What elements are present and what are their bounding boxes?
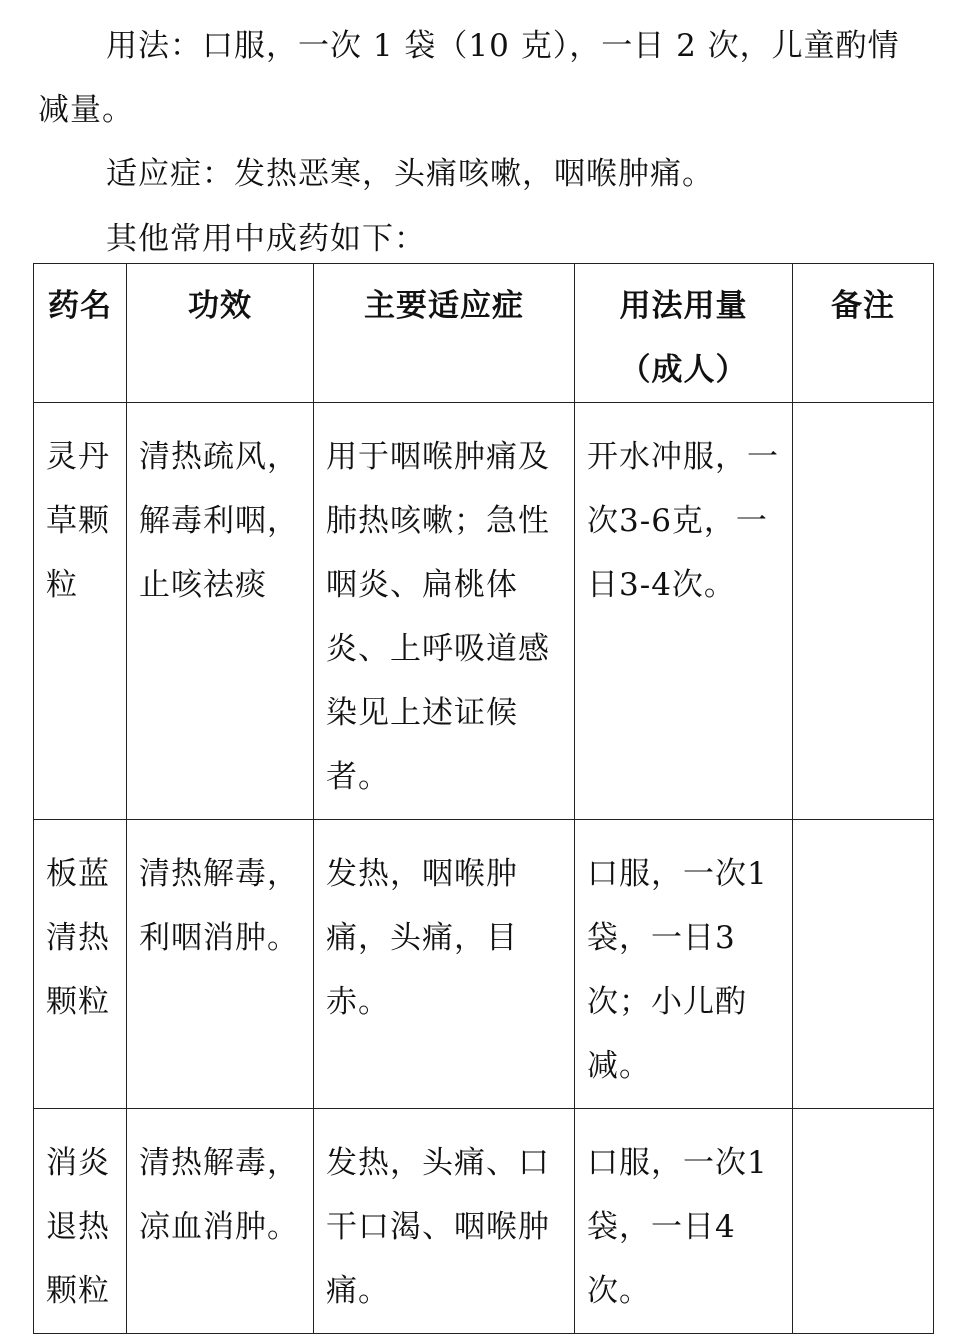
cell-name: 灵丹草颗粒 [34, 403, 127, 820]
cell-indication: 用于咽喉肿痛及肺热咳嗽；急性咽炎、扁桃体炎、上呼吸道感染见上述证候者。 [314, 403, 575, 820]
cell-indication: 发热，头痛、口干口渴、咽喉肿痛。 [314, 1109, 575, 1334]
intro-paragraph: 其他常用中成药如下： [106, 221, 426, 257]
cell-effect: 清热解毒，利咽消肿。 [127, 820, 314, 1109]
table-header-row [34, 264, 934, 403]
cell-dosage: 开水冲服，一次3-6克，一日3-4次。 [575, 403, 793, 820]
header-effect: 功效 [127, 264, 314, 403]
usage-line-1: 用法：口服，一次 1 袋（10 克），一日 2 次，儿童酌情 [106, 28, 900, 64]
header-name: 药名 [34, 264, 127, 403]
header-indication: 主要适应症 [314, 264, 575, 403]
table-row [34, 820, 934, 1109]
cell-name: 消炎退热颗粒 [34, 1109, 127, 1334]
header-dosage-line2: （成人） [619, 352, 748, 388]
medicine-table [33, 263, 934, 1334]
header-dosage [575, 264, 793, 403]
indication-paragraph: 适应症：发热恶寒，头痛咳嗽，咽喉肿痛。 [106, 156, 714, 192]
cell-effect: 清热疏风，解毒利咽，止咳祛痰 [127, 403, 314, 820]
cell-dosage: 口服，一次1袋，一日3次；小儿酌减。 [575, 820, 793, 1109]
cell-effect: 清热解毒，凉血消肿。 [127, 1109, 314, 1334]
cell-remarks [793, 403, 934, 820]
cell-name: 板蓝清热颗粒 [34, 820, 127, 1109]
table-row [34, 403, 934, 820]
header-remarks: 备注 [793, 264, 934, 403]
cell-remarks [793, 1109, 934, 1334]
cell-dosage: 口服，一次1袋，一日4次。 [575, 1109, 793, 1334]
usage-paragraph [0, 14, 956, 142]
cell-remarks [793, 820, 934, 1109]
usage-line-2: 减量。 [38, 92, 134, 128]
header-dosage-line1: 用法用量 [619, 288, 748, 324]
cell-indication: 发热，咽喉肿痛，头痛，目赤。 [314, 820, 575, 1109]
table-row [34, 1109, 934, 1334]
